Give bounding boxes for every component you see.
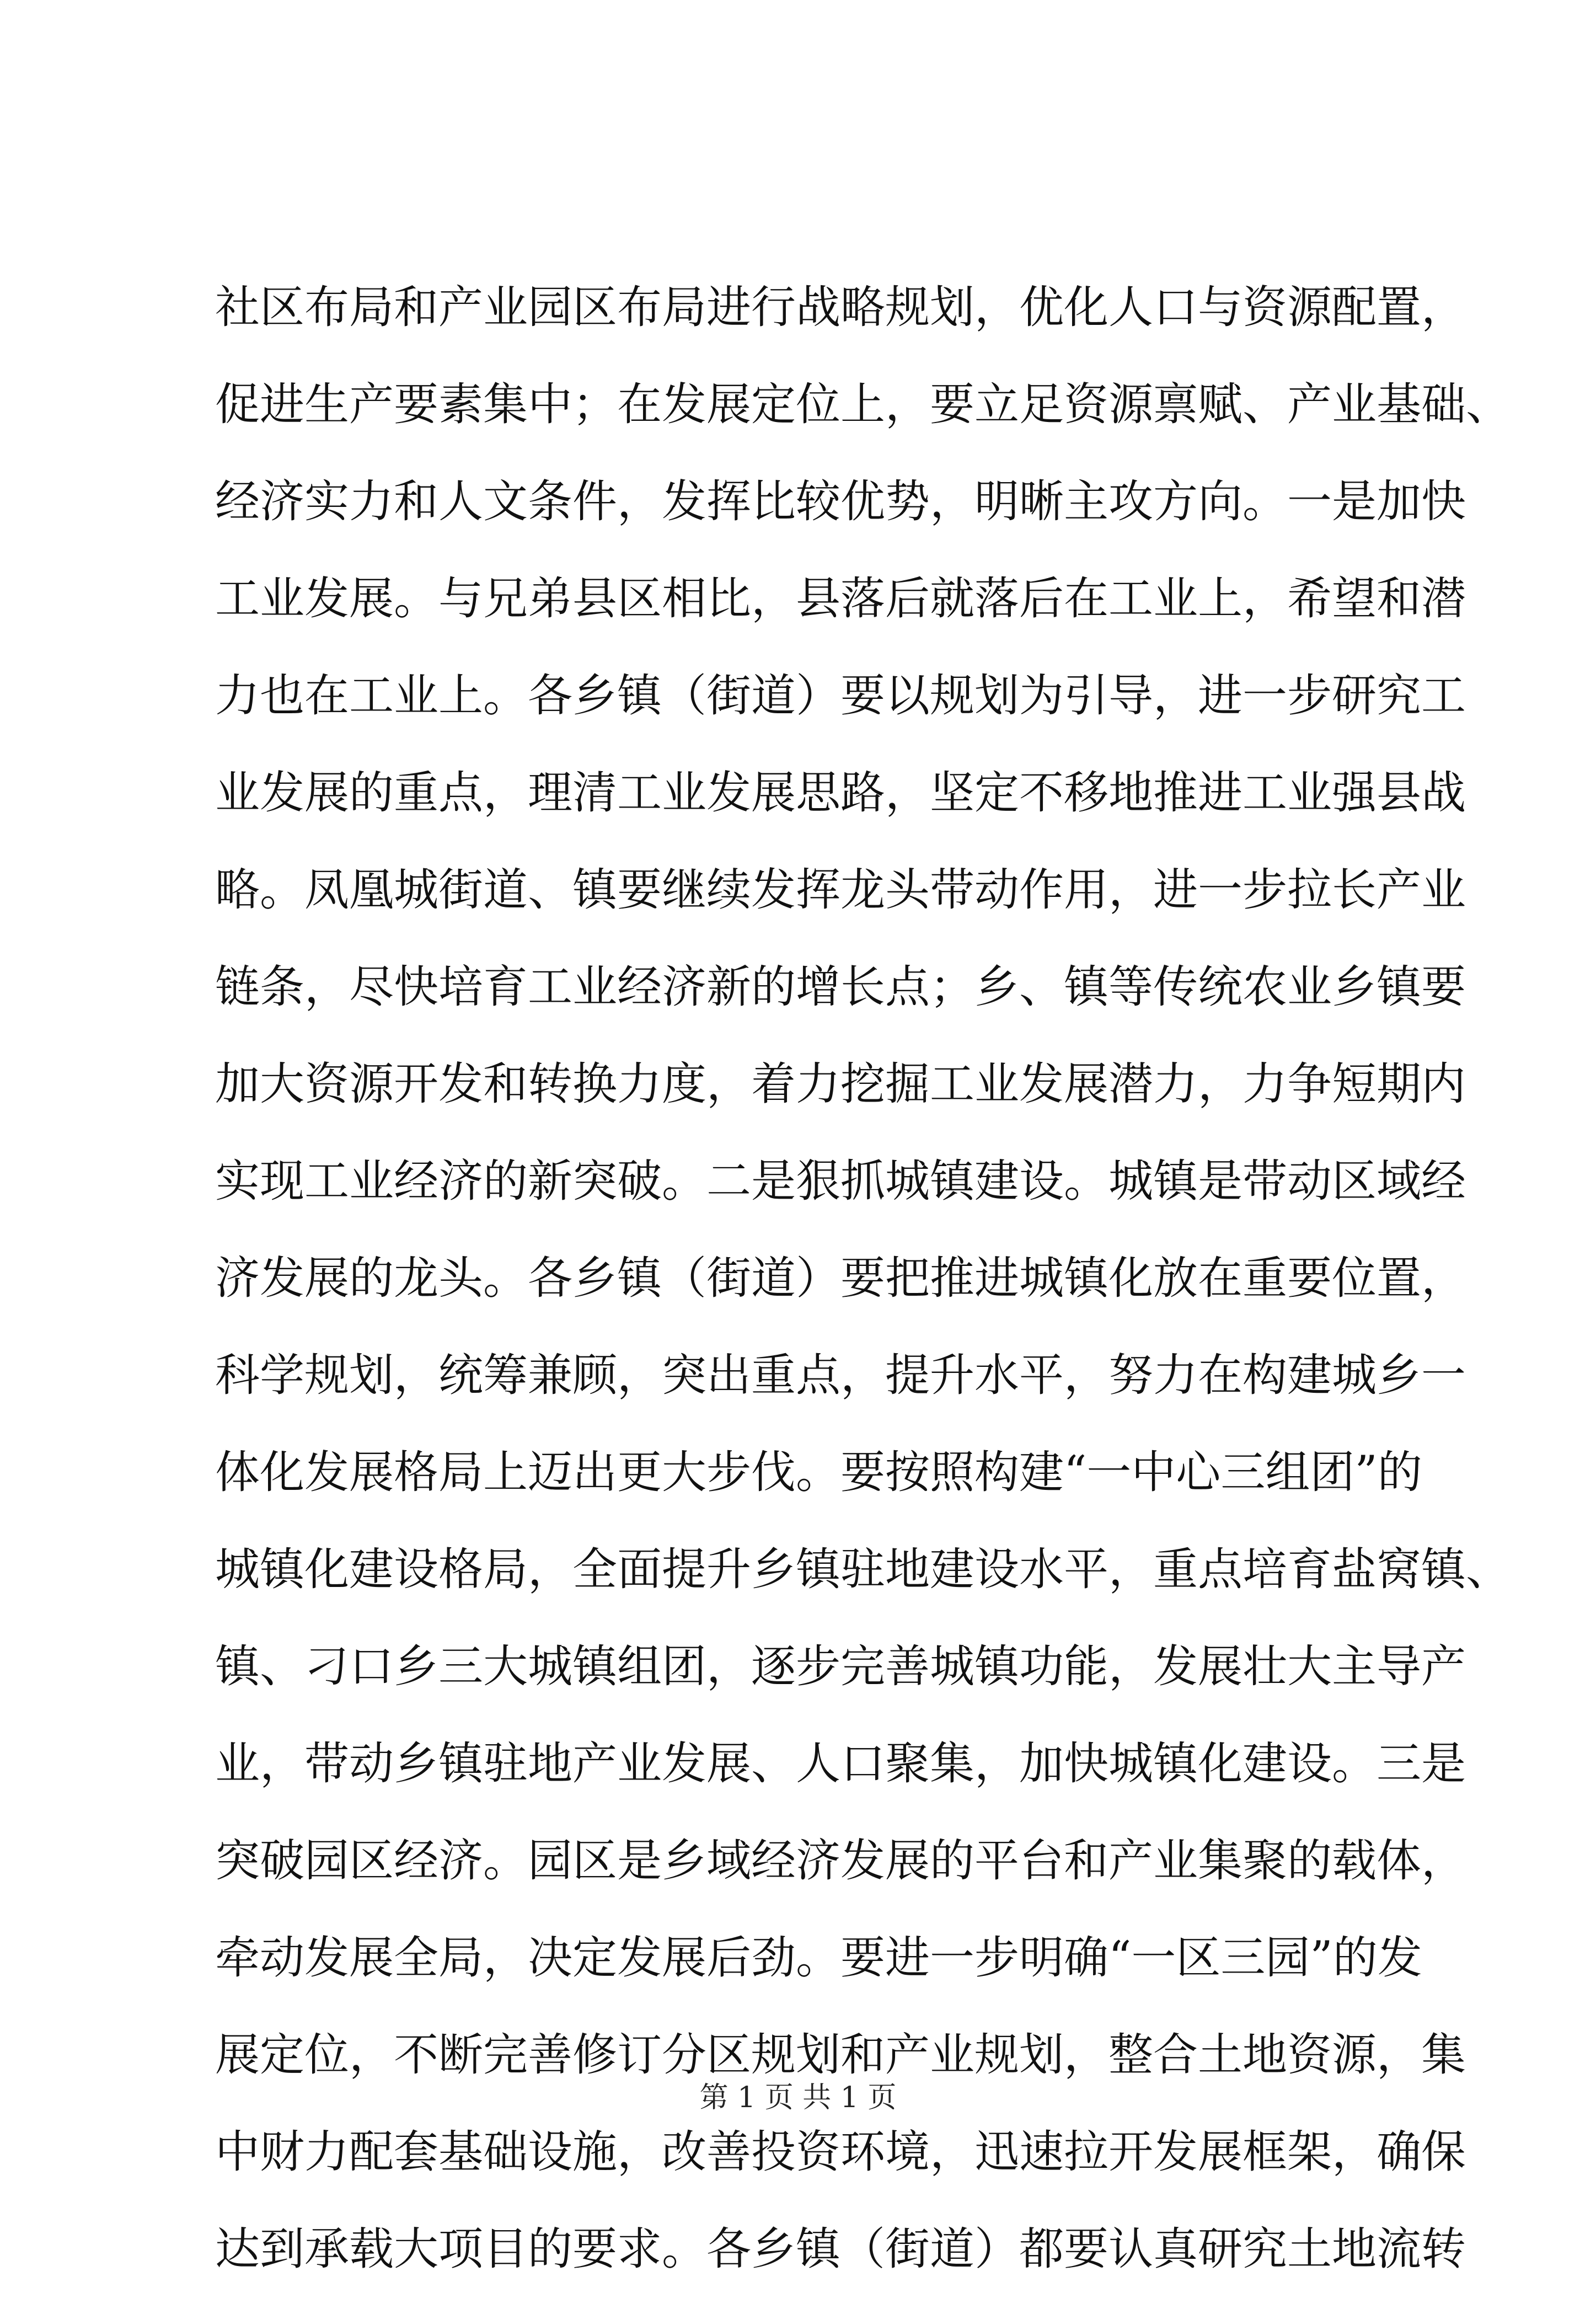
text-line: 济发展的龙头。各乡镇（街道）要把推进城镇化放在重要位置， <box>215 1253 1466 1305</box>
text-line: 实现工业经济的新突破。二是狠抓城镇建设。城镇是带动区域经 <box>215 1156 1466 1207</box>
text-line: 业，带动乡镇驻地产业发展、人口聚集，加快城镇化建设。三是 <box>215 1738 1466 1790</box>
text-line: 经济实力和人文条件，发挥比较优势，明晰主攻方向。一是加快 <box>215 476 1466 528</box>
text-line: 牵动发展全局，决定发展后劲。要进一步明确“一区三园”的发 <box>215 1932 1422 1984</box>
text-line: 力也在工业上。各乡镇（街道）要以规划为引导，进一步研究工 <box>215 670 1466 722</box>
text-line: 镇、刁口乡三大城镇组团，逐步完善城镇功能，发展壮大主导产 <box>215 1641 1466 1693</box>
text-line: 促进生产要素集中；在发展定位上，要立足资源禀赋、产业基础、 <box>215 379 1511 431</box>
text-line: 业发展的重点，理清工业发展思路，坚定不移地推进工业强县战 <box>215 767 1466 819</box>
text-line: 工业发展。与兄弟县区相比，县落后就落后在工业上，希望和潜 <box>215 573 1466 625</box>
text-line: 展定位，不断完善修订分区规划和产业规划，整合土地资源，集 <box>215 2029 1466 2081</box>
text-line: 达到承载大项目的要求。各乡镇（街道）都要认真研究土地流转 <box>215 2224 1466 2275</box>
text-line: 科学规划，统筹兼顾，突出重点，提升水平，努力在构建城乡一 <box>215 1350 1466 1402</box>
text-line: 链条，尽快培育工业经济新的增长点；乡、镇等传统农业乡镇要 <box>215 961 1466 1013</box>
page-number-label: 第 1 页 共 1 页 <box>699 2081 897 2114</box>
text-line: 加大资源开发和转换力度，着力挖掘工业发展潜力，力争短期内 <box>215 1059 1466 1110</box>
text-line: 略。凤凰城街道、镇要继续发挥龙头带动作用，进一步拉长产业 <box>215 864 1466 916</box>
text-line: 突破园区经济。园区是乡域经济发展的平台和产业集聚的载体， <box>215 1835 1466 1887</box>
text-line: 社区布局和产业园区布局进行战略规划，优化人口与资源配置， <box>215 282 1466 334</box>
text-line: 体化发展格局上迈出更大步伐。要按照构建“一中心三组团”的 <box>215 1447 1422 1499</box>
body-text <box>215 259 1511 2298</box>
page-footer <box>0 2078 1596 2117</box>
text-line: 城镇化建设格局，全面提升乡镇驻地建设水平，重点培育盐窝镇、 <box>215 1544 1511 1596</box>
text-line: 中财力配套基础设施，改善投资环境，迅速拉开发展框架，确保 <box>215 2126 1466 2178</box>
